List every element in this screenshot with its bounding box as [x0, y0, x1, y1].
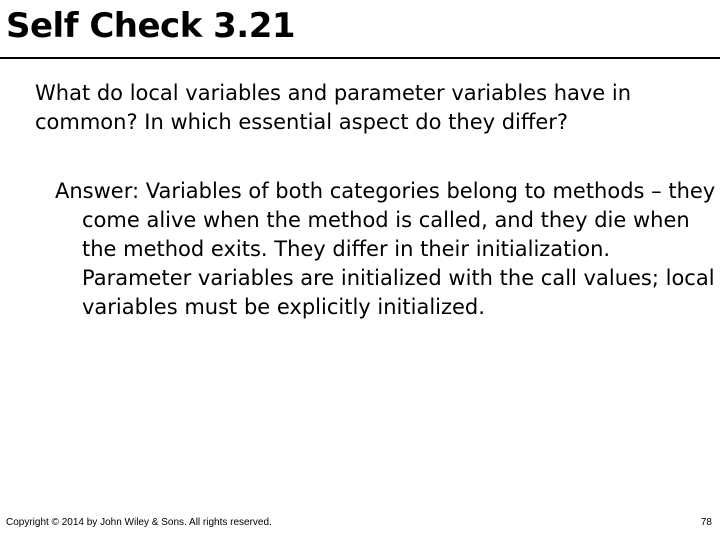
answer-label: Answer — [55, 179, 132, 203]
answer-paragraph — [55, 177, 720, 322]
title-divider — [0, 57, 720, 59]
answer-colon: : — [131, 179, 140, 203]
answer-text: Variables of both categories belong to methods – they come alive when the method is called, and they die when the method exits. They differ in their initialization. Parameter variables are initialized with the call values; local variables must be explicitly initialized. — [82, 179, 716, 319]
copyright-notice: Copyright © 2014 by John Wiley & Sons. All rights reserved. — [6, 517, 272, 528]
slide-title: Self Check 3.21 — [6, 6, 296, 46]
page-number: 78 — [700, 517, 712, 528]
question-text: What do local variables and parameter variables have in common? In which essential aspect do they differ? — [35, 81, 632, 134]
